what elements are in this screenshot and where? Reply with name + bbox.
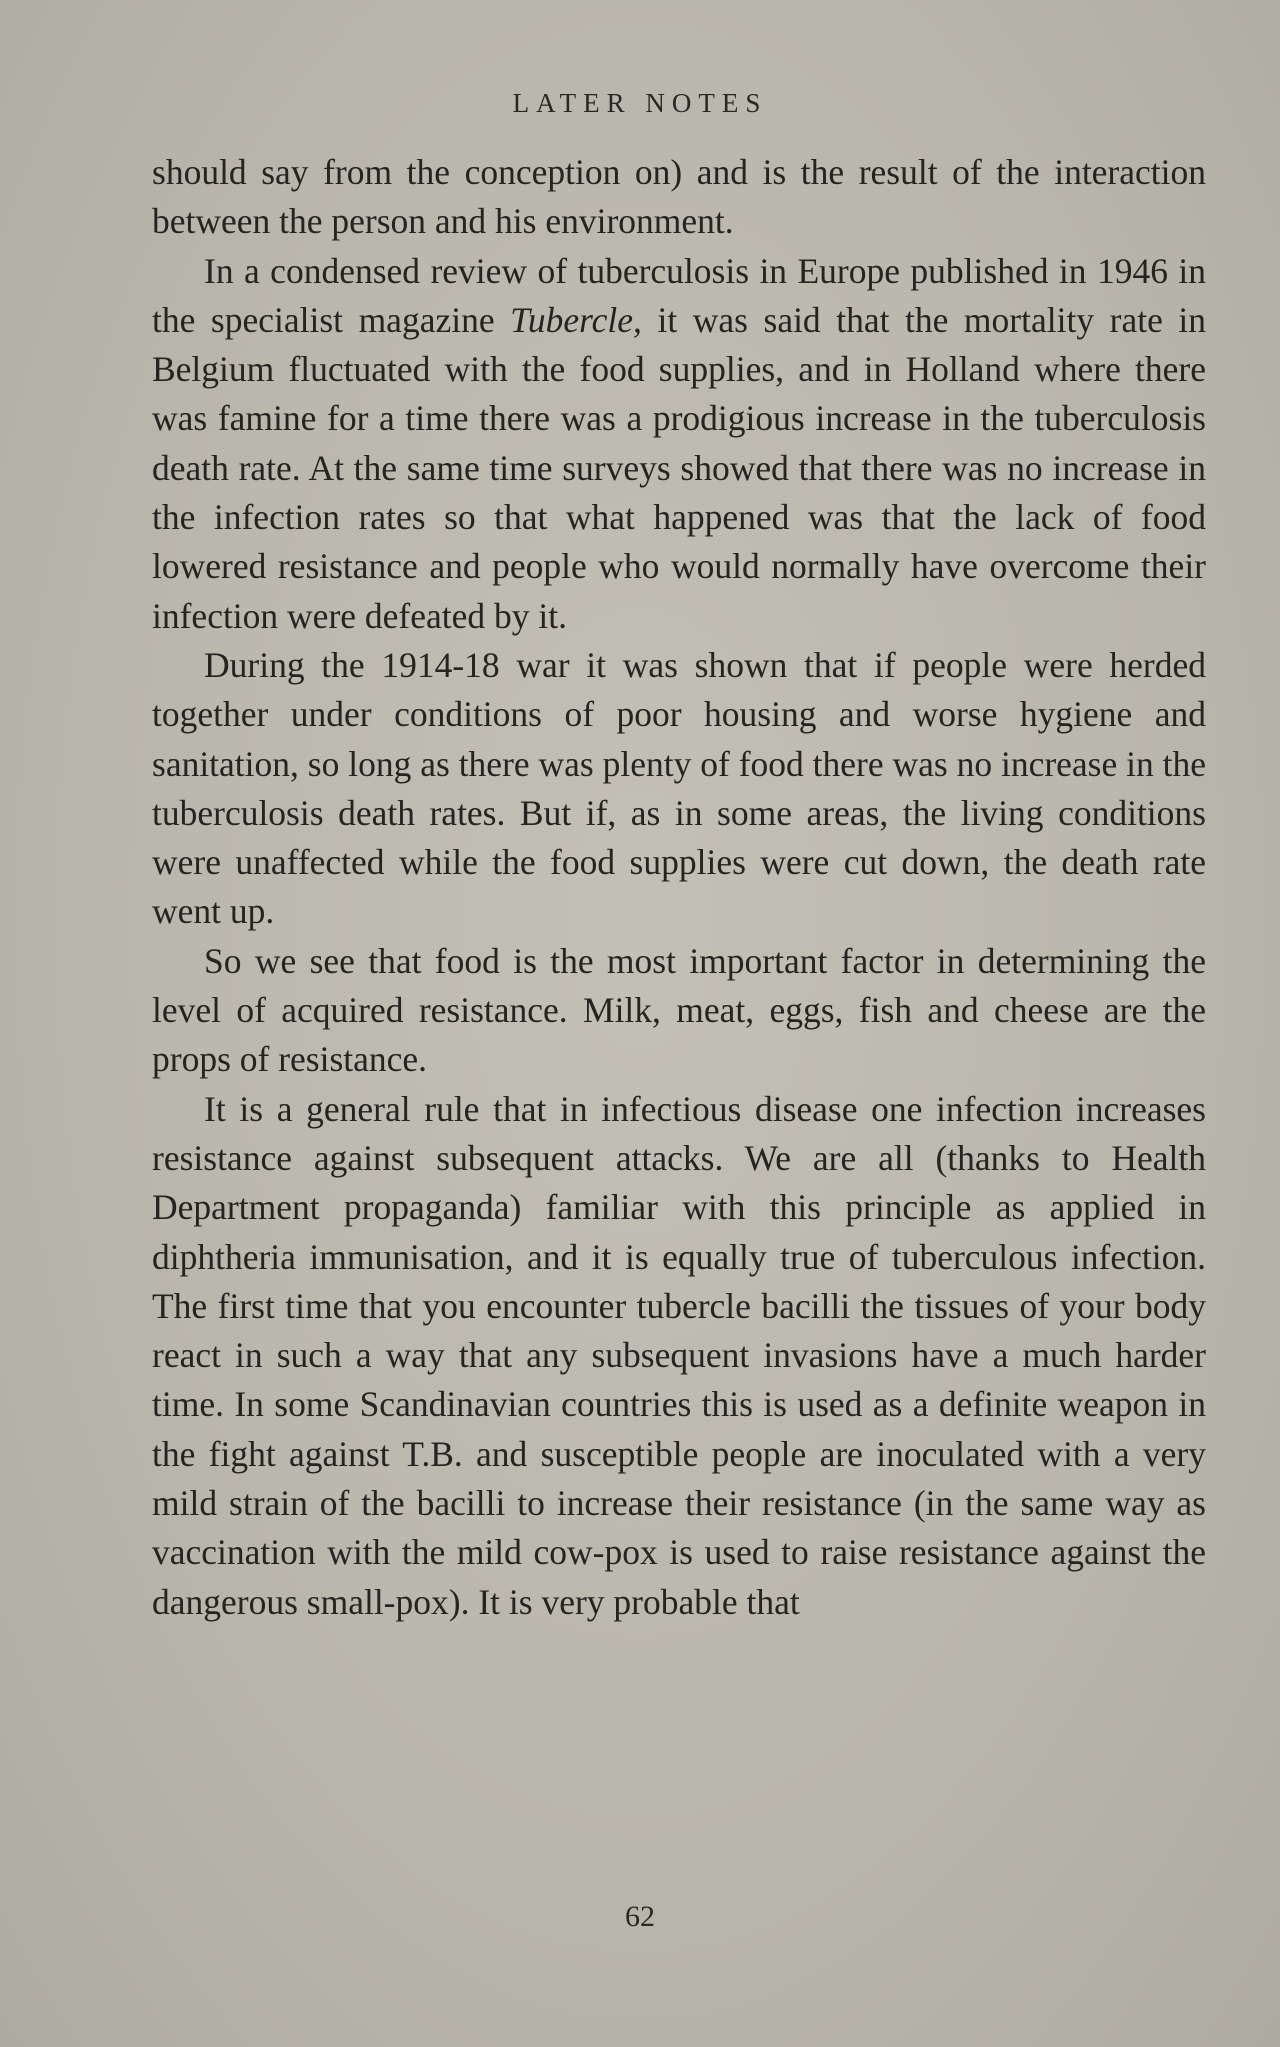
paragraph-2-text-a: In a condensed review of tuberculosis in Europe published in 1946 in the specialist magazine [152,250,1206,340]
paragraph-4: So we see that food is the most important factor in determining the level of acquired resistance. Milk, meat, eggs, fish and cheese are the props of resistance. [152,940,1206,1080]
paragraph-2-text-b: it was said that the mortality rate in Belgium fluctuated with the food supplies, and in Holland where there was famine for a time there was a prodigious increase in the tuberculosis death rate. At the same time surveys showed that there was no increase in the infection rates so that what happened was that the lack of food lowered resistance and people who would normally have overcome their infection were defeated by it. [152,299,1206,636]
paragraph-2 [152,247,1206,641]
magazine-title: Tubercle, [510,299,642,340]
page-number: 62 [625,1900,655,1933]
paragraph-5: It is a general rule that in infectious disease one infection increases resistance against subsequent attacks. We are all (thanks to Health Department propaganda) familiar with this principle as applied in diphtheria immunisation, and it is equally true of tuberculous infection. The first time that you encounter tubercle bacilli the tissues of your body react in such a way that any subsequent invasions have a much harder time. In some Scandinavian countries this is used as a definite weapon in the fight against T.B. and susceptible people are inoculated with a very mild strain of the bacilli to increase their resistance (in the same way as vaccination with the mild cow-pox is used to raise resistance against the dangerous small-pox). It is very probable that [152,1088,1206,1622]
running-head: LATER NOTES [512,88,768,118]
paragraph-1: should say from the conception on) and is the result of the interaction between the person and his environment. [152,152,1206,242]
body-text [152,148,1206,1627]
paragraph-3: During the 1914-18 war it was shown that if people were herded together under conditions of poor housing and worse hygiene and sanitation, so long as there was plenty of food there was no increase in the tuberculosis death rates. But if, as in some areas, the living conditions were unaffected while the food supplies were cut down, the death rate went up. [152,644,1206,932]
